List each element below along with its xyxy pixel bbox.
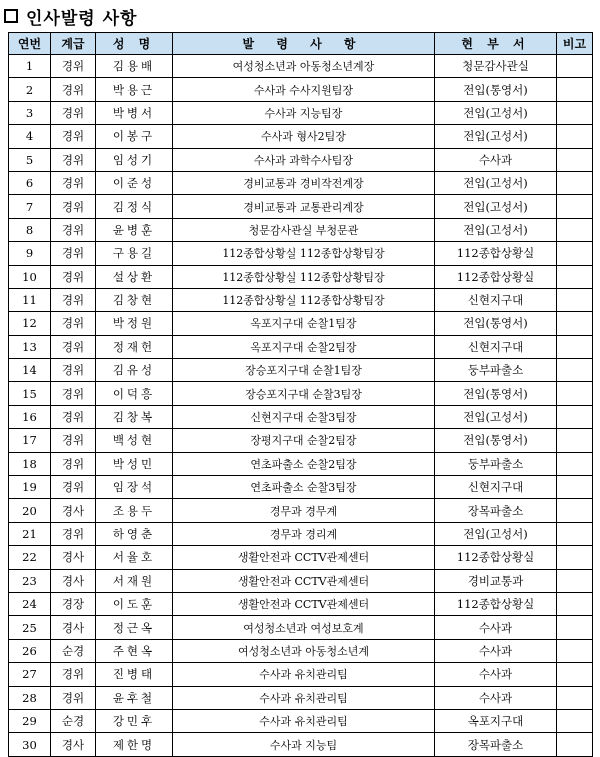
cell-no: 26 <box>9 639 51 662</box>
cell-note <box>557 288 593 311</box>
cell-name: 정재헌 <box>96 335 173 358</box>
table-row <box>9 312 593 335</box>
cell-rank: 경위 <box>51 125 96 148</box>
table-row <box>9 429 593 452</box>
cell-current-dept: 전입(고성서) <box>435 171 557 194</box>
cell-order: 연초파출소 순찰3팀장 <box>173 476 435 499</box>
cell-name: 박성민 <box>96 452 173 475</box>
table-row <box>9 686 593 709</box>
cell-note <box>557 359 593 382</box>
cell-current-dept: 옥포지구대 <box>435 709 557 732</box>
table-row <box>9 546 593 569</box>
cell-current-dept: 둥부파출소 <box>435 359 557 382</box>
cell-note <box>557 148 593 171</box>
cell-order: 112종합상황실 112종합상황팀장 <box>173 288 435 311</box>
cell-no: 20 <box>9 499 51 522</box>
cell-order: 여성청소년과 여성보호계 <box>173 616 435 639</box>
cell-rank: 경위 <box>51 452 96 475</box>
cell-name: 박병서 <box>96 101 173 124</box>
cell-rank: 경위 <box>51 405 96 428</box>
cell-name: 윤병훈 <box>96 218 173 241</box>
cell-rank: 경위 <box>51 218 96 241</box>
cell-note <box>557 476 593 499</box>
cell-note <box>557 55 593 78</box>
cell-no: 11 <box>9 288 51 311</box>
cell-name: 조용두 <box>96 499 173 522</box>
cell-rank: 경위 <box>51 195 96 218</box>
table-row <box>9 265 593 288</box>
header-note: 비고 <box>557 33 593 55</box>
cell-order: 경무과 경리계 <box>173 522 435 545</box>
cell-order: 112종합상황실 112종합상황팀장 <box>173 265 435 288</box>
cell-no: 2 <box>9 78 51 101</box>
cell-rank: 경위 <box>51 288 96 311</box>
table-row <box>9 709 593 732</box>
cell-name: 하영춘 <box>96 522 173 545</box>
cell-no: 21 <box>9 522 51 545</box>
cell-current-dept: 경비교통과 <box>435 569 557 592</box>
cell-order: 청문감사관실 부청문관 <box>173 218 435 241</box>
cell-rank: 경위 <box>51 476 96 499</box>
cell-name: 구용길 <box>96 242 173 265</box>
cell-current-dept: 전입(통영서) <box>435 429 557 452</box>
cell-current-dept: 전입(고성서) <box>435 195 557 218</box>
cell-order: 수사과 유치관리팀 <box>173 709 435 732</box>
cell-order: 수사과 지능팀 <box>173 733 435 756</box>
cell-rank: 경위 <box>51 148 96 171</box>
cell-current-dept: 112종합상황실 <box>435 242 557 265</box>
cell-rank: 경장 <box>51 592 96 615</box>
cell-rank: 경위 <box>51 242 96 265</box>
cell-rank: 경위 <box>51 686 96 709</box>
cell-no: 16 <box>9 405 51 428</box>
cell-no: 13 <box>9 335 51 358</box>
cell-rank: 경위 <box>51 312 96 335</box>
cell-order: 장평지구대 순찰2팀장 <box>173 429 435 452</box>
table-row <box>9 335 593 358</box>
cell-name: 박용근 <box>96 78 173 101</box>
cell-order: 장승포지구대 순찰3팀장 <box>173 382 435 405</box>
cell-order: 여성청소년과 아동청소년계장 <box>173 55 435 78</box>
cell-no: 30 <box>9 733 51 756</box>
table-row <box>9 522 593 545</box>
cell-note <box>557 195 593 218</box>
cell-current-dept: 수사과 <box>435 686 557 709</box>
cell-name: 김창현 <box>96 288 173 311</box>
cell-name: 김유성 <box>96 359 173 382</box>
cell-no: 3 <box>9 101 51 124</box>
cell-no: 9 <box>9 242 51 265</box>
cell-name: 백성현 <box>96 429 173 452</box>
cell-no: 29 <box>9 709 51 732</box>
table-row <box>9 288 593 311</box>
cell-order: 옥포지구대 순찰1팀장 <box>173 312 435 335</box>
cell-current-dept: 전입(통영서) <box>435 78 557 101</box>
table-row <box>9 218 593 241</box>
cell-order: 수사과 수사지원팀장 <box>173 78 435 101</box>
cell-rank: 경사 <box>51 616 96 639</box>
cell-name: 임장석 <box>96 476 173 499</box>
cell-name: 김정식 <box>96 195 173 218</box>
cell-current-dept: 112종합상황실 <box>435 592 557 615</box>
cell-order: 경비교통과 경비작전계장 <box>173 171 435 194</box>
cell-current-dept: 청문감사관실 <box>435 55 557 78</box>
cell-note <box>557 709 593 732</box>
cell-note <box>557 546 593 569</box>
cell-rank: 경사 <box>51 733 96 756</box>
cell-rank: 경위 <box>51 382 96 405</box>
cell-current-dept: 전입(고성서) <box>435 101 557 124</box>
table-row <box>9 569 593 592</box>
cell-note <box>557 265 593 288</box>
header-current-dept: 현 부 서 <box>435 33 557 55</box>
cell-no: 19 <box>9 476 51 499</box>
cell-rank: 순경 <box>51 639 96 662</box>
cell-current-dept: 수사과 <box>435 616 557 639</box>
table-row <box>9 476 593 499</box>
cell-name: 윤후철 <box>96 686 173 709</box>
cell-no: 23 <box>9 569 51 592</box>
table-row <box>9 55 593 78</box>
cell-rank: 경사 <box>51 499 96 522</box>
cell-current-dept: 수사과 <box>435 663 557 686</box>
cell-note <box>557 569 593 592</box>
cell-rank: 경위 <box>51 171 96 194</box>
cell-no: 10 <box>9 265 51 288</box>
cell-order: 수사과 지능팀장 <box>173 101 435 124</box>
cell-note <box>557 125 593 148</box>
table-row <box>9 382 593 405</box>
cell-name: 주현옥 <box>96 639 173 662</box>
table-row <box>9 639 593 662</box>
cell-name: 김용배 <box>96 55 173 78</box>
cell-note <box>557 663 593 686</box>
cell-name: 이덕흥 <box>96 382 173 405</box>
cell-order: 수사과 형사2팀장 <box>173 125 435 148</box>
cell-rank: 경사 <box>51 569 96 592</box>
table-row <box>9 359 593 382</box>
cell-name: 설상환 <box>96 265 173 288</box>
cell-no: 22 <box>9 546 51 569</box>
cell-rank: 경위 <box>51 359 96 382</box>
cell-order: 경비교통과 교통관리계장 <box>173 195 435 218</box>
cell-name: 서재원 <box>96 569 173 592</box>
cell-rank: 경위 <box>51 55 96 78</box>
cell-rank: 경위 <box>51 429 96 452</box>
cell-note <box>557 242 593 265</box>
table-row <box>9 195 593 218</box>
cell-no: 27 <box>9 663 51 686</box>
header-no: 연번 <box>9 33 51 55</box>
cell-current-dept: 112종합상황실 <box>435 265 557 288</box>
cell-name: 정근옥 <box>96 616 173 639</box>
table-row <box>9 101 593 124</box>
header-order: 발 령 사 항 <box>173 33 435 55</box>
cell-current-dept: 장목파출소 <box>435 733 557 756</box>
cell-current-dept: 수사과 <box>435 639 557 662</box>
header-name: 성 명 <box>96 33 173 55</box>
cell-order: 여성청소년과 아동청소년계 <box>173 639 435 662</box>
cell-order: 옥포지구대 순찰2팀장 <box>173 335 435 358</box>
cell-current-dept: 신현지구대 <box>435 476 557 499</box>
cell-no: 6 <box>9 171 51 194</box>
cell-current-dept: 둥부파출소 <box>435 452 557 475</box>
table-row <box>9 592 593 615</box>
cell-note <box>557 218 593 241</box>
cell-order: 수사과 유치관리팀 <box>173 663 435 686</box>
cell-name: 이도훈 <box>96 592 173 615</box>
cell-rank: 경위 <box>51 522 96 545</box>
cell-rank: 순경 <box>51 709 96 732</box>
cell-no: 12 <box>9 312 51 335</box>
cell-note <box>557 335 593 358</box>
cell-no: 8 <box>9 218 51 241</box>
table-row <box>9 499 593 522</box>
cell-note <box>557 499 593 522</box>
cell-rank: 경위 <box>51 335 96 358</box>
table-row <box>9 452 593 475</box>
table-row <box>9 148 593 171</box>
table-row <box>9 405 593 428</box>
cell-name: 서율호 <box>96 546 173 569</box>
cell-rank: 경사 <box>51 546 96 569</box>
cell-note <box>557 452 593 475</box>
cell-order: 생활안전과 CCTV관제센터 <box>173 592 435 615</box>
cell-order: 생활안전과 CCTV관제센터 <box>173 546 435 569</box>
cell-no: 14 <box>9 359 51 382</box>
cell-current-dept: 전입(고성서) <box>435 218 557 241</box>
cell-rank: 경위 <box>51 101 96 124</box>
cell-no: 28 <box>9 686 51 709</box>
cell-no: 7 <box>9 195 51 218</box>
checkbox-icon <box>4 9 18 23</box>
cell-order: 수사과 유치관리팀 <box>173 686 435 709</box>
cell-note <box>557 616 593 639</box>
table-row <box>9 171 593 194</box>
cell-current-dept: 전입(고성서) <box>435 405 557 428</box>
cell-name: 진병태 <box>96 663 173 686</box>
cell-note <box>557 382 593 405</box>
cell-current-dept: 전입(통영서) <box>435 312 557 335</box>
table-row <box>9 125 593 148</box>
cell-order: 경무과 경무계 <box>173 499 435 522</box>
cell-current-dept: 전입(고성서) <box>435 125 557 148</box>
cell-current-dept: 전입(고성서) <box>435 522 557 545</box>
cell-order: 수사과 과학수사팀장 <box>173 148 435 171</box>
cell-current-dept: 신현지구대 <box>435 288 557 311</box>
cell-no: 25 <box>9 616 51 639</box>
cell-no: 1 <box>9 55 51 78</box>
cell-note <box>557 686 593 709</box>
cell-rank: 경위 <box>51 265 96 288</box>
cell-rank: 경위 <box>51 78 96 101</box>
table-row <box>9 663 593 686</box>
cell-note <box>557 101 593 124</box>
table-row <box>9 242 593 265</box>
cell-note <box>557 592 593 615</box>
cell-order: 신현지구대 순찰3팀장 <box>173 405 435 428</box>
table-row <box>9 733 593 756</box>
cell-current-dept: 신현지구대 <box>435 335 557 358</box>
cell-order: 장승포지구대 순찰1팀장 <box>173 359 435 382</box>
table-body <box>9 55 593 757</box>
cell-note <box>557 733 593 756</box>
table-header-row <box>9 33 593 55</box>
cell-current-dept: 전입(통영서) <box>435 382 557 405</box>
cell-order: 112종합상황실 112종합상황팀장 <box>173 242 435 265</box>
cell-note <box>557 78 593 101</box>
cell-name: 김창복 <box>96 405 173 428</box>
cell-name: 강민후 <box>96 709 173 732</box>
personnel-table <box>8 32 593 757</box>
cell-no: 5 <box>9 148 51 171</box>
cell-order: 연초파출소 순찰2팀장 <box>173 452 435 475</box>
cell-no: 17 <box>9 429 51 452</box>
cell-current-dept: 112종합상황실 <box>435 546 557 569</box>
header-rank: 계급 <box>51 33 96 55</box>
cell-current-dept: 장목파출소 <box>435 499 557 522</box>
cell-name: 이봉구 <box>96 125 173 148</box>
cell-note <box>557 429 593 452</box>
document-title: 인사발령 사항 <box>26 8 138 29</box>
cell-name: 임성기 <box>96 148 173 171</box>
cell-note <box>557 312 593 335</box>
cell-note <box>557 639 593 662</box>
cell-note <box>557 405 593 428</box>
cell-name: 박정원 <box>96 312 173 335</box>
cell-no: 18 <box>9 452 51 475</box>
cell-no: 15 <box>9 382 51 405</box>
cell-order: 생활안전과 CCTV관제센터 <box>173 569 435 592</box>
cell-note <box>557 522 593 545</box>
cell-note <box>557 171 593 194</box>
cell-current-dept: 수사과 <box>435 148 557 171</box>
cell-name: 이준성 <box>96 171 173 194</box>
cell-rank: 경위 <box>51 663 96 686</box>
cell-no: 4 <box>9 125 51 148</box>
table-row <box>9 616 593 639</box>
table-row <box>9 78 593 101</box>
cell-name: 제한명 <box>96 733 173 756</box>
document-header <box>4 4 137 28</box>
cell-no: 24 <box>9 592 51 615</box>
